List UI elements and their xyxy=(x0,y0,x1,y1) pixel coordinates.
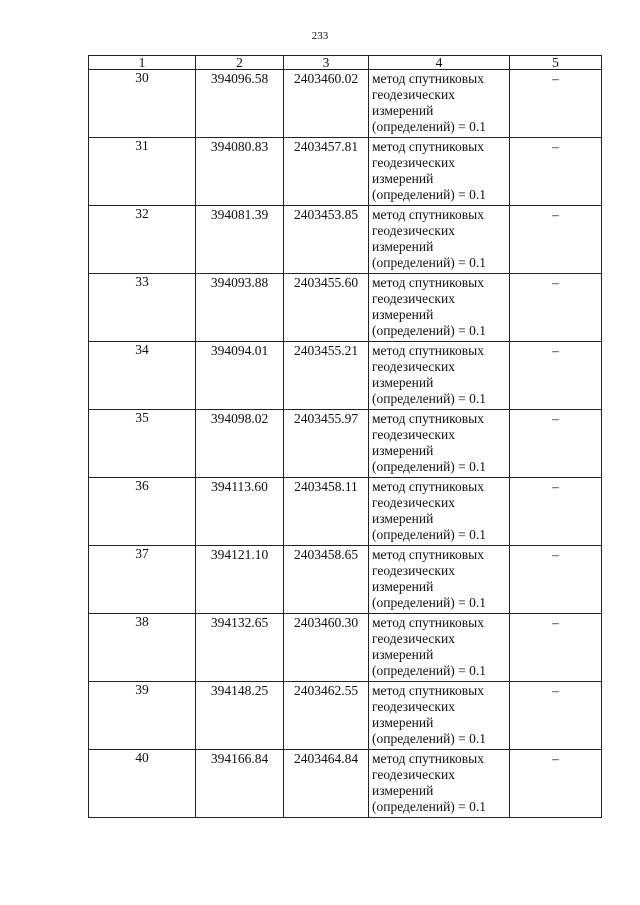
method-cell xyxy=(369,478,510,546)
method-text-line: измерений xyxy=(372,375,434,390)
note-cell: – xyxy=(510,138,602,206)
x-coordinate-cell: 394098.02 xyxy=(196,410,284,478)
method-text-line: геодезических xyxy=(372,427,455,442)
y-coordinate-cell: 2403455.60 xyxy=(284,274,369,342)
method-text-line: измерений xyxy=(372,171,434,186)
method-cell xyxy=(369,138,510,206)
column-header: 1 xyxy=(89,56,196,70)
method-text-line: (определений) = 0.1 xyxy=(372,731,487,746)
method-text-line: геодезических xyxy=(372,631,455,646)
y-coordinate-cell: 2403458.65 xyxy=(284,546,369,614)
method-text-line: (определений) = 0.1 xyxy=(372,391,487,406)
method-cell xyxy=(369,614,510,682)
method-text-line: (определений) = 0.1 xyxy=(372,799,487,814)
point-number-cell: 40 xyxy=(89,750,196,818)
method-text-line: геодезических xyxy=(372,767,455,782)
table-row xyxy=(89,70,602,138)
point-number-cell: 37 xyxy=(89,546,196,614)
method-text-line: метод спутниковых xyxy=(372,207,484,222)
x-coordinate-cell: 394121.10 xyxy=(196,546,284,614)
method-cell xyxy=(369,682,510,750)
table-row xyxy=(89,614,602,682)
y-coordinate-cell: 2403458.11 xyxy=(284,478,369,546)
method-text-line: (определений) = 0.1 xyxy=(372,663,487,678)
note-cell: – xyxy=(510,750,602,818)
point-number-cell: 34 xyxy=(89,342,196,410)
y-coordinate-cell: 2403460.02 xyxy=(284,70,369,138)
method-text-line: измерений xyxy=(372,715,434,730)
method-text-line: геодезических xyxy=(372,155,455,170)
y-coordinate-cell: 2403464.84 xyxy=(284,750,369,818)
note-cell: – xyxy=(510,206,602,274)
column-header: 4 xyxy=(369,56,510,70)
method-text-line: геодезических xyxy=(372,291,455,306)
method-text-line: геодезических xyxy=(372,563,455,578)
method-text-line: измерений xyxy=(372,307,434,322)
method-text-line: измерений xyxy=(372,511,434,526)
method-text-line: метод спутниковых xyxy=(372,139,484,154)
method-text-line: (определений) = 0.1 xyxy=(372,187,487,202)
method-text-line: геодезических xyxy=(372,223,455,238)
method-text-line: геодезических xyxy=(372,359,455,374)
table-row xyxy=(89,138,602,206)
x-coordinate-cell: 394081.39 xyxy=(196,206,284,274)
column-header: 3 xyxy=(284,56,369,70)
table-row xyxy=(89,478,602,546)
x-coordinate-cell: 394094.01 xyxy=(196,342,284,410)
method-text-line: измерений xyxy=(372,579,434,594)
method-text-line: (определений) = 0.1 xyxy=(372,527,487,542)
x-coordinate-cell: 394093.88 xyxy=(196,274,284,342)
method-text-line: геодезических xyxy=(372,87,455,102)
point-number-cell: 31 xyxy=(89,138,196,206)
method-cell xyxy=(369,206,510,274)
column-header: 5 xyxy=(510,56,602,70)
method-text-line: метод спутниковых xyxy=(372,751,484,766)
point-number-cell: 32 xyxy=(89,206,196,274)
method-text-line: измерений xyxy=(372,103,434,118)
y-coordinate-cell: 2403455.97 xyxy=(284,410,369,478)
method-text-line: измерений xyxy=(372,783,434,798)
method-text-line: метод спутниковых xyxy=(372,411,484,426)
table-header-row xyxy=(89,56,602,70)
x-coordinate-cell: 394113.60 xyxy=(196,478,284,546)
table-row xyxy=(89,546,602,614)
note-cell: – xyxy=(510,274,602,342)
table-row xyxy=(89,206,602,274)
method-text-line: метод спутниковых xyxy=(372,547,484,562)
point-number-cell: 35 xyxy=(89,410,196,478)
method-text-line: (определений) = 0.1 xyxy=(372,255,487,270)
x-coordinate-cell: 394096.58 xyxy=(196,70,284,138)
method-text-line: измерений xyxy=(372,647,434,662)
method-text-line: (определений) = 0.1 xyxy=(372,323,487,338)
method-text-line: метод спутниковых xyxy=(372,479,484,494)
method-cell xyxy=(369,410,510,478)
x-coordinate-cell: 394166.84 xyxy=(196,750,284,818)
method-cell xyxy=(369,546,510,614)
method-cell xyxy=(369,274,510,342)
y-coordinate-cell: 2403462.55 xyxy=(284,682,369,750)
method-cell xyxy=(369,70,510,138)
method-text-line: метод спутниковых xyxy=(372,615,484,630)
note-cell: – xyxy=(510,70,602,138)
point-number-cell: 30 xyxy=(89,70,196,138)
method-text-line: измерений xyxy=(372,239,434,254)
x-coordinate-cell: 394132.65 xyxy=(196,614,284,682)
column-header: 2 xyxy=(196,56,284,70)
method-text-line: метод спутниковых xyxy=(372,683,484,698)
point-number-cell: 36 xyxy=(89,478,196,546)
note-cell: – xyxy=(510,478,602,546)
table-row xyxy=(89,274,602,342)
table-row xyxy=(89,750,602,818)
method-cell xyxy=(369,342,510,410)
method-text-line: геодезических xyxy=(372,495,455,510)
note-cell: – xyxy=(510,546,602,614)
note-cell: – xyxy=(510,410,602,478)
y-coordinate-cell: 2403455.21 xyxy=(284,342,369,410)
method-text-line: метод спутниковых xyxy=(372,71,484,86)
coordinates-table xyxy=(88,55,602,818)
note-cell: – xyxy=(510,682,602,750)
method-text-line: (определений) = 0.1 xyxy=(372,119,487,134)
method-text-line: геодезических xyxy=(372,699,455,714)
point-number-cell: 33 xyxy=(89,274,196,342)
x-coordinate-cell: 394080.83 xyxy=(196,138,284,206)
point-number-cell: 38 xyxy=(89,614,196,682)
y-coordinate-cell: 2403460.30 xyxy=(284,614,369,682)
table-body xyxy=(89,70,602,818)
method-text-line: (определений) = 0.1 xyxy=(372,459,487,474)
note-cell: – xyxy=(510,342,602,410)
method-text-line: метод спутниковых xyxy=(372,343,484,358)
y-coordinate-cell: 2403457.81 xyxy=(284,138,369,206)
page-number: 233 xyxy=(311,30,329,42)
table-row xyxy=(89,410,602,478)
table-row xyxy=(89,342,602,410)
x-coordinate-cell: 394148.25 xyxy=(196,682,284,750)
method-cell xyxy=(369,750,510,818)
note-cell: – xyxy=(510,614,602,682)
point-number-cell: 39 xyxy=(89,682,196,750)
y-coordinate-cell: 2403453.85 xyxy=(284,206,369,274)
method-text-line: (определений) = 0.1 xyxy=(372,595,487,610)
table-row xyxy=(89,682,602,750)
method-text-line: метод спутниковых xyxy=(372,275,484,290)
method-text-line: измерений xyxy=(372,443,434,458)
